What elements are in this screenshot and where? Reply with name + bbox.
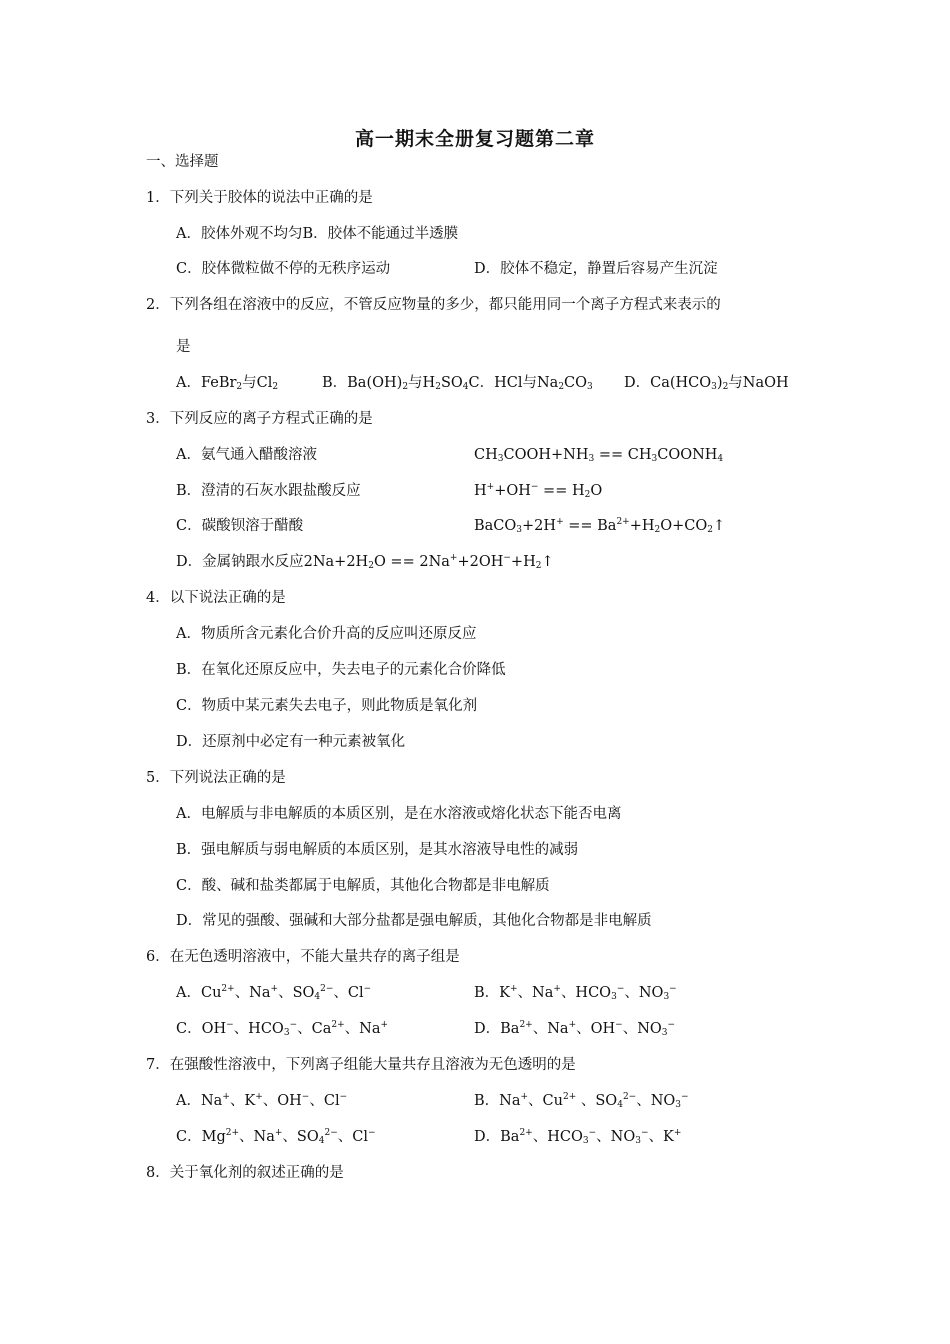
- question-6-stem: 6．在无色透明溶液中，不能大量共存的离子组是: [146, 949, 460, 965]
- question-5-option-c: C．酸、碱和盐类都属于电解质，其他化合物都是非电解质: [176, 878, 550, 894]
- question-3-option-b: B．澄清的石灰水跟盐酸反应: [176, 483, 361, 499]
- question-3-option-c: C．碳酸钡溶于醋酸: [176, 518, 304, 534]
- question-5-option-b: B．强电解质与弱电解质的本质区别，是其水溶液导电性的减弱: [176, 842, 579, 858]
- question-3-option-a: A．氨气通入醋酸溶液: [176, 447, 317, 463]
- question-2-option-a: A．FeBr$_2$与$Cl_2$: [176, 375, 279, 392]
- question-2-stem: 2．下列各组在溶液中的反应，不管反应物量的多少，都只能用同一个离子方程式来表示的: [146, 297, 721, 313]
- question-6-option-d: D．$Ba^{2+}$、Na+、OH−、$NO_3^-$: [474, 1020, 676, 1038]
- question-1-stem: 1．下列关于胶体的说法中正确的是: [146, 190, 373, 206]
- question-5-stem: 5．下列说法正确的是: [146, 770, 286, 786]
- question-1-options-ab: A．胶体外观不均匀B．胶体不能通过半透膜: [176, 226, 459, 242]
- question-4-stem: 4．以下说法正确的是: [146, 590, 286, 606]
- question-7-option-b: B．Na+、$Cu^{2+}$ 、$SO_4^{2-}$、$NO_3^-$: [474, 1092, 689, 1110]
- question-7-option-d: D．$Ba^{2+}$、$HCO_3^-$、$NO_3^-$、K+: [474, 1128, 682, 1146]
- question-5-option-a: A．电解质与非电解质的本质区别，是在水溶液或熔化状态下能否电离: [176, 806, 622, 822]
- question-8-stem: 8．关于氧化剂的叙述正确的是: [146, 1165, 344, 1181]
- question-4-option-b: B．在氧化还原反应中，失去电子的元素化合价降低: [176, 662, 506, 678]
- question-3-option-a-equation: $CH_3COOH+NH_3$ == $CH_3COONH_4$: [474, 447, 724, 464]
- question-6-option-b: B．K+、Na+、$HCO_3^-$、$NO_3^-$: [474, 984, 677, 1002]
- question-6-option-c: C．OH−、$HCO_3^-$、$Ca^{2+}$、Na+: [176, 1020, 389, 1038]
- question-7-option-a: A．Na+、K+、OH−、Cl−: [176, 1092, 348, 1109]
- question-2-option-b-c: B．$Ba(OH)_2$与$H_2SO_4C$．HCl与$Na_2CO_3$: [322, 375, 593, 392]
- question-4-option-a: A．物质所含元素化合价升高的反应叫还原反应: [176, 626, 477, 642]
- question-2-stem-continued: 是: [176, 339, 191, 355]
- question-3-option-b-equation: $H^++OH^- == H_2O$: [474, 482, 603, 500]
- question-7-stem: 7．在强酸性溶液中，下列离子组能大量共存且溶液为无色透明的是: [146, 1057, 576, 1073]
- question-7-option-c: C．$Mg^{2+}$、Na+、$SO_4^{2-}$、Cl−: [176, 1128, 376, 1146]
- question-4-option-c: C．物质中某元素失去电子，则此物质是氧化剂: [176, 698, 478, 714]
- question-3-option-d: D．金属钠跟水反应$2Na+2H_2O$ == $2Na^++2OH^-+H_2↑$: [176, 553, 554, 571]
- question-6-option-a: A．$Cu^{2+}$、Na+、$SO_4^{2-}$、Cl−: [176, 984, 372, 1002]
- question-1-option-d: D．胶体不稳定，静置后容易产生沉淀: [474, 261, 718, 277]
- question-3-option-c-equation: BaCO$_3$+2H+ == $Ba^{2+}+H_2O+CO_2↑$: [474, 517, 726, 535]
- question-1-option-c: C．胶体微粒做不停的无秩序运动: [176, 261, 391, 277]
- question-3-stem: 3．下列反应的离子方程式正确的是: [146, 411, 373, 427]
- page-title: 高一期末全册复习题第二章: [354, 128, 595, 150]
- section-heading: 一、选择题: [146, 154, 219, 170]
- question-2-option-d: D．$Ca(HCO_3)_2$与NaOH: [624, 375, 789, 392]
- question-4-option-d: D．还原剂中必定有一种元素被氧化: [176, 734, 406, 750]
- question-5-option-d: D．常见的强酸、强碱和大部分盐都是强电解质，其他化合物都是非电解质: [176, 913, 652, 929]
